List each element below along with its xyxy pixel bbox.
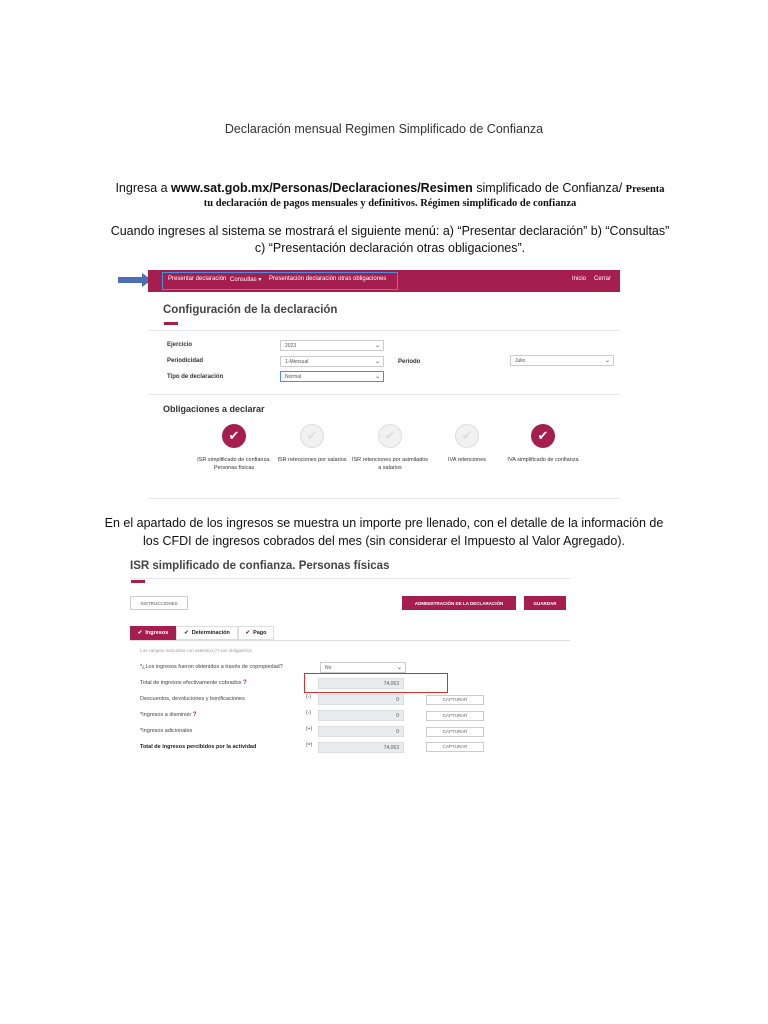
- nav-inicio[interactable]: Inicio: [572, 276, 587, 282]
- copropiedad-value: No: [325, 665, 332, 671]
- ingresos-disminuir-field[interactable]: 0: [318, 710, 404, 721]
- check-icon: ✔: [531, 424, 555, 448]
- intro-paragraph: [110, 180, 670, 212]
- nav-consultas[interactable]: Consultas ▾: [230, 277, 262, 283]
- obligacion-iva-retenciones[interactable]: [428, 424, 506, 464]
- periodicidad-label: Periodicidad: [167, 358, 204, 364]
- obligacion-label: ISR simplificado de confianza. Personas físicas: [197, 457, 271, 471]
- descuentos-field[interactable]: 0: [318, 694, 404, 705]
- row-label: Descuentos, devoluciones y bonificaciones: [140, 696, 245, 702]
- obligacion-isr-asimilados[interactable]: [351, 424, 429, 472]
- obligacion-label: IVA simplificado de confianza: [507, 457, 579, 463]
- divider: [148, 498, 620, 499]
- divider: [130, 578, 570, 579]
- tab-pago[interactable]: [238, 626, 274, 640]
- intro-suffix: simplificado de Confianza/: [472, 181, 626, 195]
- tipo-select[interactable]: [280, 371, 384, 382]
- intro-url: www.sat.gob.mx/Personas/Declaraciones/Resimen: [171, 181, 473, 195]
- title-accent: [131, 580, 145, 583]
- ingresos-paragraph: En el apartado de los ingresos se muestra un importe pre llenado, con el detalle de la información de los CFDI de ingresos cobrados del mes (sin considerar el Impuesto al Valor Agregado).: [104, 516, 664, 548]
- check-icon: ✔: [245, 630, 251, 636]
- document-title: Declaración mensual Regimen Simplificado de Confianza: [224, 122, 544, 136]
- tab-label: Ingresos: [145, 630, 169, 636]
- row-sign: (-): [306, 710, 311, 716]
- tab-determinacion[interactable]: [176, 626, 238, 640]
- chevron-down-icon: ⌄: [374, 359, 380, 365]
- row-label: [140, 712, 197, 718]
- total-ingresos-field[interactable]: 74,063: [318, 742, 404, 753]
- check-icon: ✔: [455, 424, 479, 448]
- tab-label: Determinación: [191, 630, 230, 636]
- top-navbar: [148, 270, 620, 292]
- periodo-label: Periodo: [398, 359, 421, 365]
- capturar-button[interactable]: CAPTURAR: [426, 727, 484, 737]
- ejercicio-value: 2023: [285, 343, 297, 349]
- highlight-box: [304, 673, 448, 693]
- periodo-value: Julio: [515, 358, 526, 364]
- chevron-down-icon: ⌄: [396, 665, 402, 671]
- menu-paragraph: Cuando ingreses al sistema se mostrará el siguiente menú: a) “Presentar declaración” b) “Consultas” c) “Presentación declaración otras obligaciones”.: [110, 224, 670, 255]
- periodicidad-select[interactable]: [280, 356, 384, 367]
- arrow-right-icon: [118, 273, 152, 287]
- row-label-text: *Ingresos a disminuir: [140, 712, 192, 718]
- screenshot-configuracion: [148, 268, 620, 500]
- ejercicio-select[interactable]: [280, 340, 384, 351]
- nav-presentar-declaracion[interactable]: Presentar declaración: [168, 276, 227, 282]
- check-icon: ✔: [222, 424, 246, 448]
- intro-prefix: Ingresa a: [115, 181, 172, 195]
- capturar-button[interactable]: CAPTURAR: [426, 711, 484, 721]
- ingresos-cobrados-field[interactable]: 74,063: [318, 678, 404, 689]
- row-sign: (=): [306, 742, 313, 748]
- tab-ingresos[interactable]: [130, 626, 176, 640]
- help-icon[interactable]: ?: [243, 680, 247, 686]
- periodo-select[interactable]: [510, 355, 614, 366]
- row-sign: (-): [306, 694, 311, 700]
- row-label-text: Total de ingresos efectivamente cobrados: [140, 680, 242, 686]
- row-label: *Ingresos adicionales: [140, 728, 193, 734]
- tipo-value: Normal: [285, 374, 302, 380]
- chevron-down-icon: ⌄: [374, 343, 380, 349]
- capturar-button[interactable]: CAPTURAR: [426, 695, 484, 705]
- chevron-down-icon: ⌄: [374, 374, 380, 380]
- obligacion-label: ISR retenciones por asimilados a salarios: [351, 457, 429, 471]
- obligacion-isr-simplificado[interactable]: [195, 424, 273, 472]
- periodicidad-value: 1-Mensual: [285, 359, 309, 365]
- divider: [148, 330, 620, 331]
- check-icon: ✔: [300, 424, 324, 448]
- nav-highlight-box: [162, 272, 398, 290]
- row-label: [140, 680, 247, 686]
- obligacion-iva-simplificado[interactable]: [504, 424, 582, 464]
- screenshot-isr-simplificado: [130, 556, 570, 766]
- divider: [148, 394, 620, 395]
- check-icon: ✔: [184, 630, 189, 636]
- copropiedad-select[interactable]: [320, 662, 406, 673]
- config-title: Configuración de la declaración: [163, 304, 338, 316]
- copropiedad-label: *¿Los ingresos fueron obtenidos a través de copropiedad?: [140, 664, 283, 670]
- capturar-button[interactable]: CAPTURAR: [426, 742, 484, 752]
- check-icon: ✔: [378, 424, 402, 448]
- tipo-label: Tipo de declaración: [167, 374, 224, 380]
- required-note: Los campos marcados con asterisco (*) son obligatorios: [140, 648, 252, 653]
- ejercicio-label: Ejercicio: [167, 342, 193, 348]
- check-icon: ✔: [137, 630, 143, 636]
- intro-serif-1: Presenta: [625, 184, 665, 195]
- obligacion-label: IVA retenciones: [447, 457, 487, 463]
- nav-otras-obligaciones[interactable]: Presentación declaración otras obligaciones: [269, 276, 387, 282]
- administracion-button[interactable]: ADMINISTRACIÓN DE LA DECLARACIÓN: [402, 596, 516, 610]
- intro-serif-2: tu declaración de pagos mensuales y definitivos. Régimen simplificado de confianza: [203, 198, 577, 209]
- instrucciones-button[interactable]: INSTRUCCIONES: [130, 596, 188, 610]
- row-label: Total de ingresos percibidos por la actividad: [140, 744, 257, 750]
- isr-title: ISR simplificado de confianza. Personas físicas: [130, 560, 390, 572]
- tab-label: Pago: [253, 630, 267, 636]
- title-accent: [164, 322, 178, 325]
- row-sign: (+): [306, 726, 313, 732]
- nav-cerrar[interactable]: Cerrar: [594, 276, 612, 282]
- help-icon[interactable]: ?: [192, 712, 197, 718]
- guardar-button[interactable]: GUARDAR: [524, 596, 566, 610]
- obligaciones-title: Obligaciones a declarar: [163, 404, 265, 414]
- ingresos-adicionales-field[interactable]: 0: [318, 726, 404, 737]
- obligacion-label: ISR retenciones por salarios: [277, 457, 347, 463]
- chevron-down-icon: ⌄: [604, 358, 610, 364]
- obligacion-isr-salarios[interactable]: [273, 424, 351, 464]
